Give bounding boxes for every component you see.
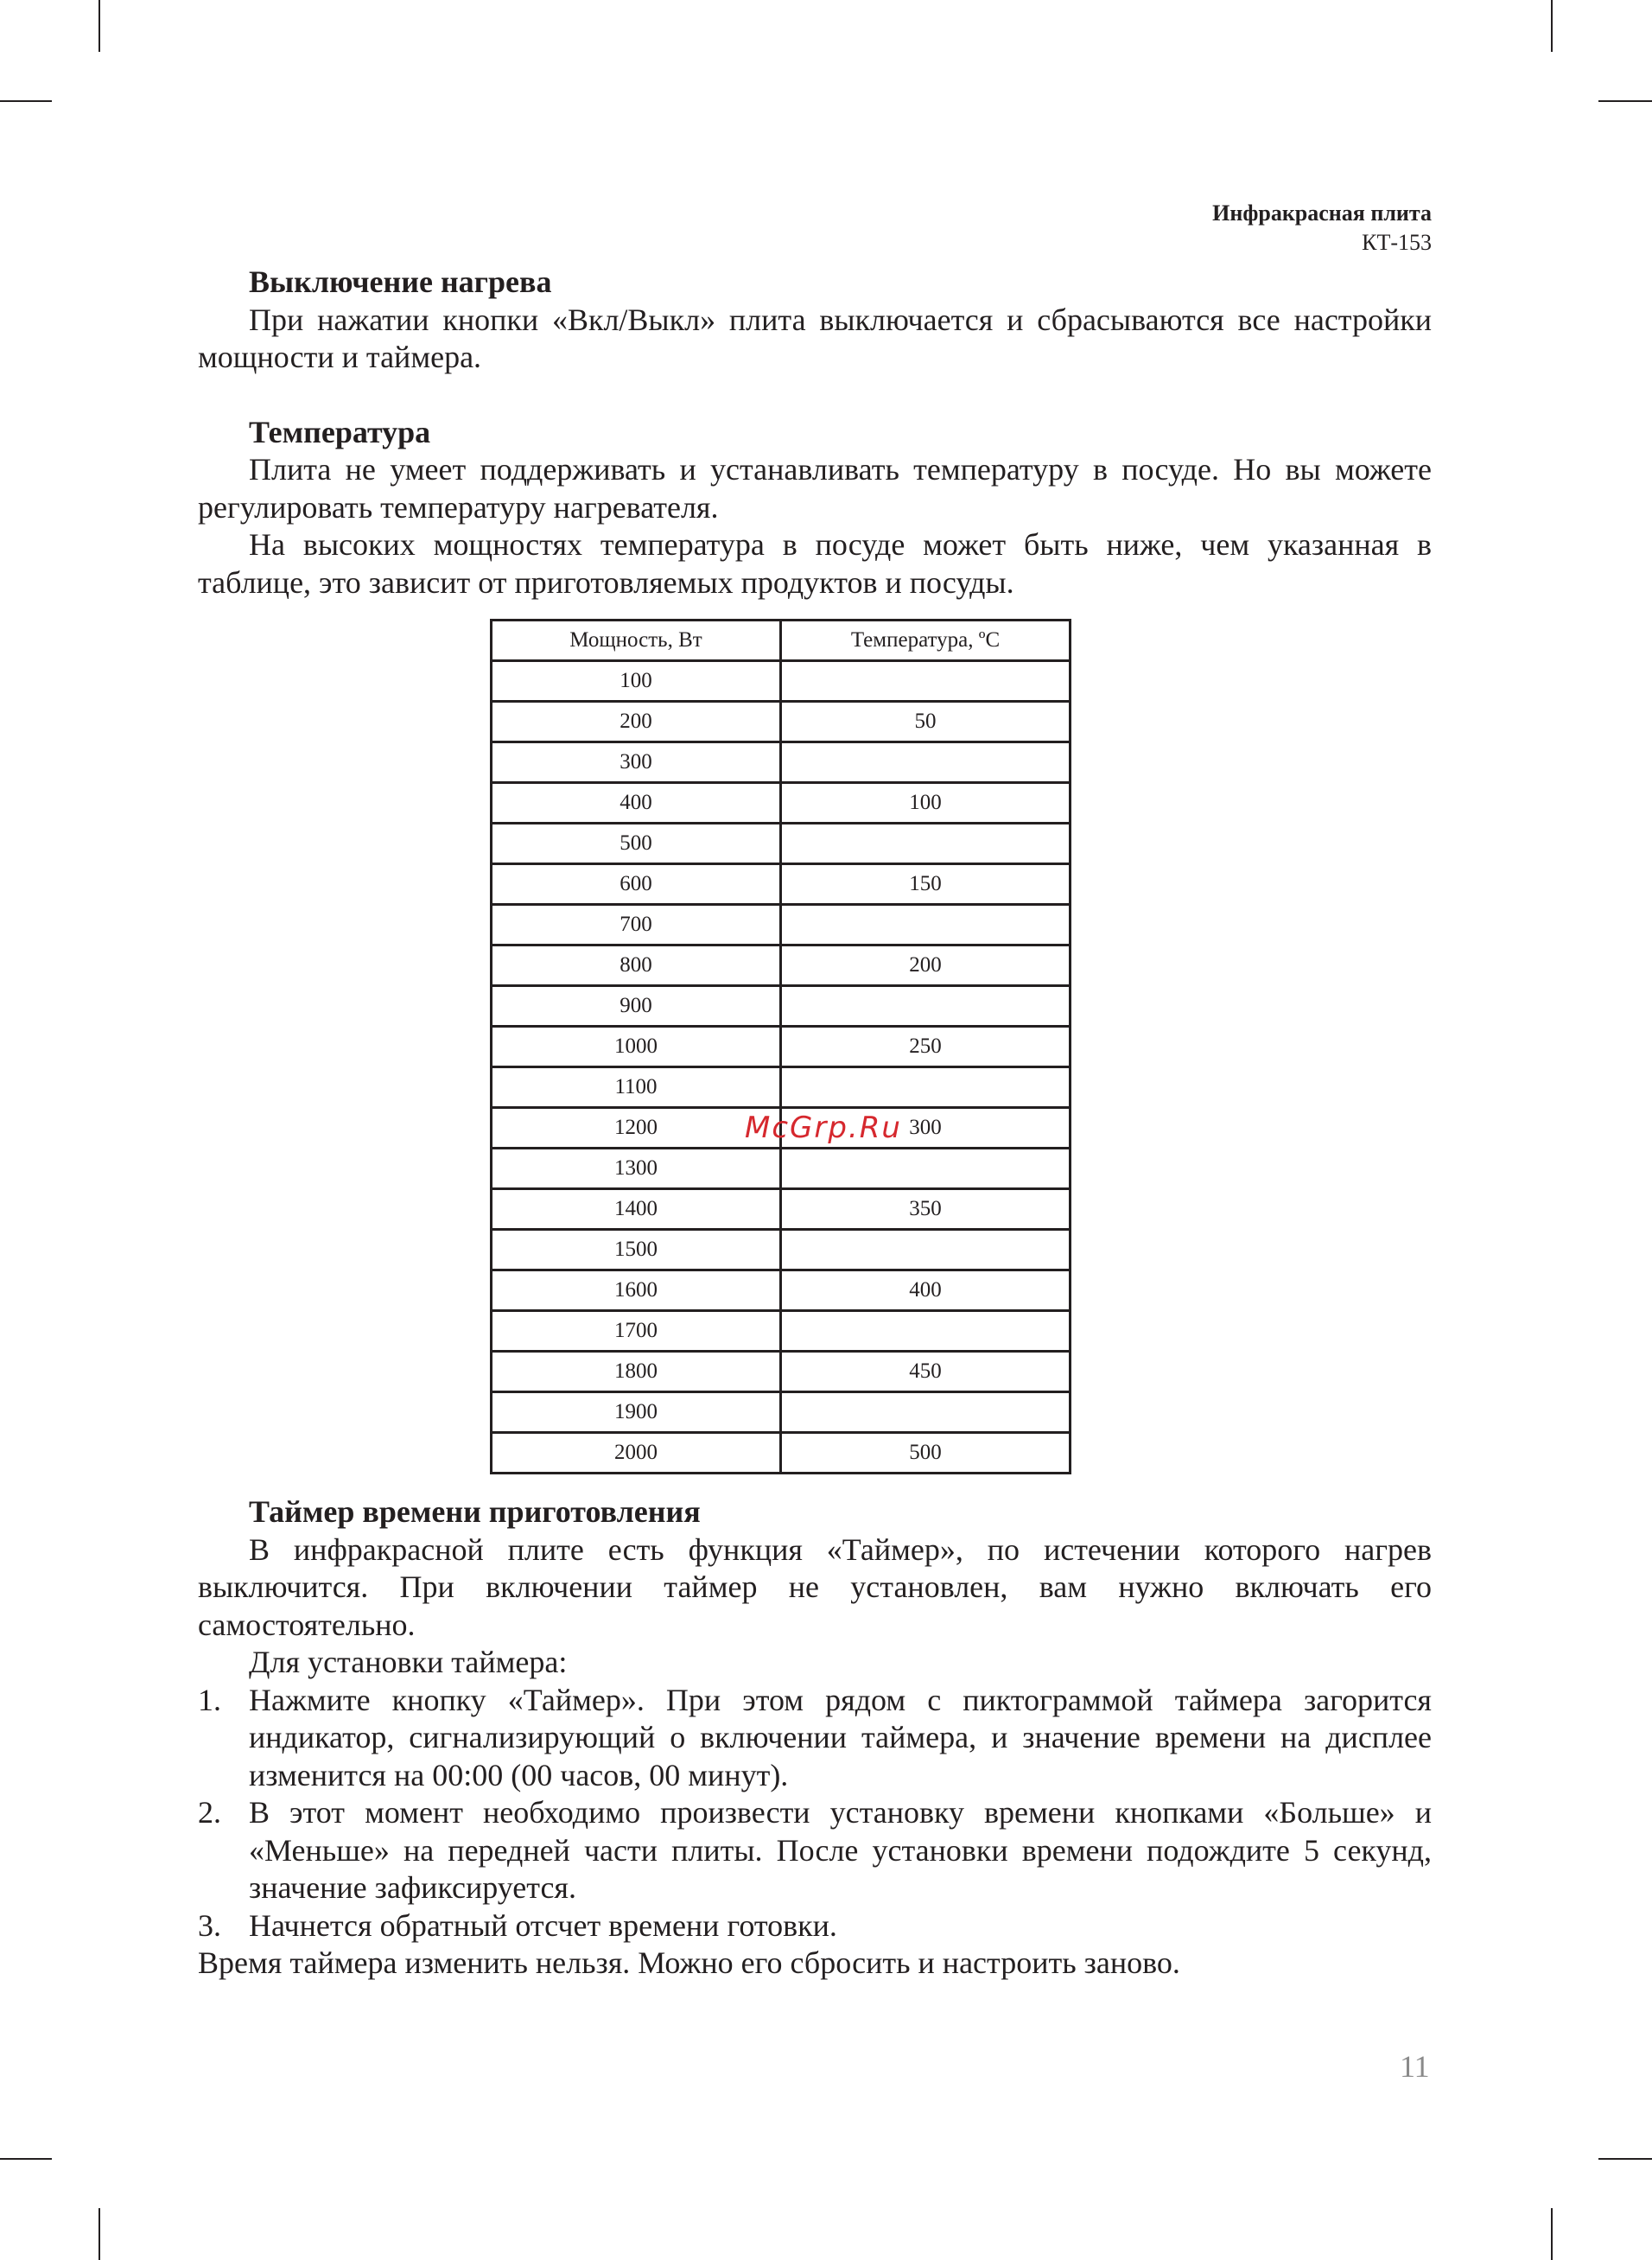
step-text: Начнется обратный отсчет времени готовки. [249, 1907, 837, 1943]
power-cell: 1000 [492, 1027, 781, 1067]
table-row [492, 945, 1071, 986]
paragraph-timer-2: Для установки таймера: [249, 1645, 568, 1679]
table-row [492, 824, 1071, 864]
table-row [492, 1189, 1071, 1230]
timer-footer-note: Время таймера изменить нельзя. Можно его сбросить и настроить заново. [198, 1945, 1180, 1980]
crop-mark-bottom-right-v [1551, 2208, 1553, 2260]
power-cell: 700 [492, 905, 781, 945]
column-header-temperature: Температура, ºС [781, 621, 1071, 661]
step-number: 1. [198, 1682, 221, 1717]
table-row [492, 1270, 1071, 1311]
table-row [492, 783, 1071, 824]
step-number: 2. [198, 1795, 221, 1830]
table-row [492, 661, 1071, 702]
temperature-cell: 250 [781, 1027, 1071, 1067]
header-product: Инфракрасная плита [1212, 201, 1432, 226]
step-text: Нажмите кнопку «Таймер». При этом рядом с пиктограммой таймера загорится индикатор, сигнализирующий о включении таймера, и значение времени на дисплее изменится на 00:00 (00 часов, 00 минут). [249, 1682, 1432, 1792]
power-cell: 1200 [492, 1108, 781, 1149]
power-cell: 1300 [492, 1149, 781, 1189]
timer-steps-list [198, 1682, 1432, 1945]
temperature-cell: 50 [781, 702, 1071, 742]
crop-mark-bottom-left-h [0, 2158, 52, 2160]
table-row [492, 905, 1071, 945]
temperature-cell: 200 [781, 945, 1071, 986]
temperature-cell [781, 1149, 1071, 1189]
power-cell: 600 [492, 864, 781, 905]
power-cell: 900 [492, 986, 781, 1027]
temperature-cell [781, 986, 1071, 1027]
power-cell: 1800 [492, 1352, 781, 1392]
power-cell: 2000 [492, 1433, 781, 1474]
temperature-cell: 150 [781, 864, 1071, 905]
heading-heat-off: Выключение нагрева [249, 264, 552, 299]
table-header-row [492, 621, 1071, 661]
list-item [198, 1794, 1432, 1907]
table-row [492, 986, 1071, 1027]
list-item [198, 1907, 1432, 1945]
temperature-cell [781, 742, 1071, 783]
heading-temperature: Температура [249, 414, 431, 449]
header-model: КТ-153 [1362, 230, 1432, 255]
page-number: 11 [1400, 2049, 1430, 2084]
power-cell: 1500 [492, 1230, 781, 1270]
crop-mark-top-left-h [0, 100, 52, 102]
power-cell: 500 [492, 824, 781, 864]
step-text: В этот момент необходимо произвести установку времени кнопками «Больше» и «Меньше» на передней части плиты. После установки времени подождите 5 секунд, значение зафиксируется. [249, 1795, 1432, 1905]
spacer [198, 377, 1432, 414]
temperature-cell [781, 1392, 1071, 1433]
column-header-power: Мощность, Вт [492, 621, 781, 661]
temperature-cell [781, 824, 1071, 864]
temperature-cell [781, 1311, 1071, 1352]
table-row [492, 702, 1071, 742]
temperature-cell: 350 [781, 1189, 1071, 1230]
step-number: 3. [198, 1907, 221, 1943]
table-row [492, 1067, 1071, 1108]
crop-mark-top-right-v [1551, 0, 1553, 52]
power-cell: 800 [492, 945, 781, 986]
crop-mark-bottom-left-v [98, 2208, 100, 2260]
temperature-cell: 400 [781, 1270, 1071, 1311]
heading-timer: Таймер времени приготовления [249, 1494, 701, 1529]
power-cell: 1400 [492, 1189, 781, 1230]
power-cell: 300 [492, 742, 781, 783]
power-cell: 1600 [492, 1270, 781, 1311]
temperature-cell [781, 661, 1071, 702]
table-row [492, 1352, 1071, 1392]
paragraph-temperature-2: На высоких мощностях температура в посуде может быть ниже, чем указанная в таблице, это зависит от приготовляемых продуктов и посуды. [198, 527, 1432, 600]
temperature-cell: 500 [781, 1433, 1071, 1474]
crop-mark-top-right-h [1598, 100, 1652, 102]
table-row [492, 1027, 1071, 1067]
list-item [198, 1682, 1432, 1795]
table-row [492, 1149, 1071, 1189]
power-cell: 200 [492, 702, 781, 742]
temperature-cell: 100 [781, 783, 1071, 824]
table-row [492, 1311, 1071, 1352]
power-cell: 400 [492, 783, 781, 824]
watermark: McGrp.Ru [745, 1111, 902, 1145]
power-temperature-table [490, 619, 1071, 1474]
temperature-cell [781, 1067, 1071, 1108]
table-row [492, 864, 1071, 905]
crop-mark-top-left-v [98, 0, 100, 52]
paragraph-timer-1: В инфракрасной плите есть функция «Таймер», по истечении которого нагрев выключится. При включении таймер не установлен, вам нужно включать его самостоятельно. [198, 1531, 1432, 1642]
temperature-cell [781, 905, 1071, 945]
table-row [492, 1230, 1071, 1270]
table-row [492, 1392, 1071, 1433]
paragraph-temperature-1: Плита не умеет поддерживать и устанавливать температуру в посуде. Но вы можете регулировать температуру нагревателя. [198, 452, 1432, 525]
table-row [492, 1433, 1071, 1474]
crop-mark-bottom-right-h [1598, 2158, 1652, 2160]
running-header [1212, 199, 1432, 258]
power-cell: 1900 [492, 1392, 781, 1433]
temperature-cell: 450 [781, 1352, 1071, 1392]
temperature-cell [781, 1230, 1071, 1270]
power-cell: 1100 [492, 1067, 781, 1108]
power-cell: 100 [492, 661, 781, 702]
power-cell: 1700 [492, 1311, 781, 1352]
temperature-cell: 300 [781, 1108, 1071, 1149]
paragraph-heat-off: При нажатии кнопки «Вкл/Выкл» плита выключается и сбрасываются все настройки мощности и таймера. [198, 302, 1432, 374]
table-row [492, 742, 1071, 783]
